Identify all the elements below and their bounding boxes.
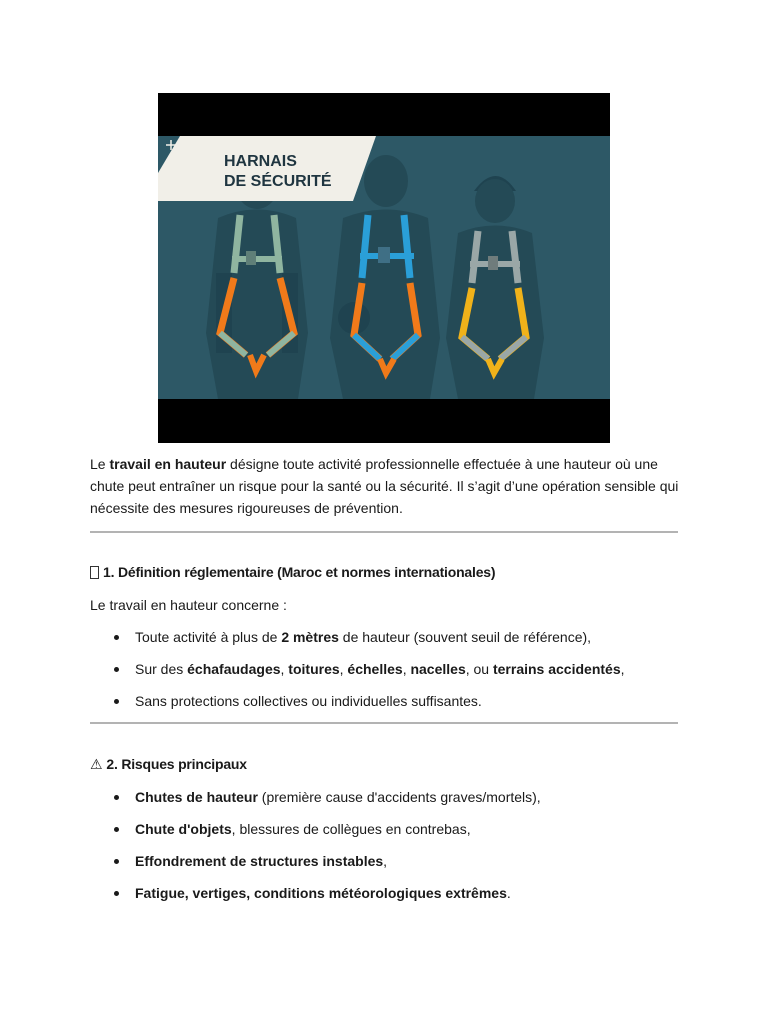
text: , blessures de collègues en contrebas, <box>231 821 471 837</box>
intro-text-start: Le <box>90 456 110 472</box>
text: , ou <box>465 661 493 677</box>
hero-image <box>158 93 610 443</box>
section2-heading <box>90 754 247 774</box>
text: (première cause d'accidents graves/mortels), <box>257 789 541 805</box>
list-item <box>90 883 690 915</box>
harness-illustration <box>158 93 610 443</box>
divider-1 <box>90 531 678 533</box>
text: Sur des <box>135 661 188 677</box>
section1-lead: Le travail en hauteur concerne : <box>90 597 287 613</box>
bold-text: Fatigue, vertiges, conditions météorologiques extrêmes <box>135 885 507 901</box>
list-item <box>90 787 690 819</box>
text: Sans protections collectives ou individuelles suffisantes. <box>135 693 482 709</box>
bold-text: Effondrement de structures instables <box>135 853 384 869</box>
list-item <box>90 627 690 659</box>
intro-keyword: travail en hauteur <box>109 456 227 472</box>
list-item <box>90 691 690 723</box>
hero-title-line2: DE SÉCURITÉ <box>224 173 332 190</box>
section1-heading <box>90 562 495 582</box>
title-banner <box>158 136 376 201</box>
intro-text-rest: désigne toute activité professionnelle effectuée à une hauteur où une chute peut entraîner un risque pour la santé ou la sécurité. Il s’agit d’une opération sensible qui nécessite des mesures rigoureuses de prévention. <box>90 456 679 516</box>
text: , <box>280 661 289 677</box>
bold-text: toitures <box>288 661 340 677</box>
bold-text: Chute d'objets <box>135 821 232 837</box>
bold-text: nacelles <box>410 661 466 677</box>
bold-text: Chutes de hauteur <box>135 789 258 805</box>
list-item <box>90 659 690 691</box>
text: , <box>339 661 348 677</box>
text: , <box>402 661 411 677</box>
missing-glyph-icon <box>90 566 99 579</box>
bold-text: échelles <box>347 661 403 677</box>
text: , <box>620 661 625 677</box>
section1-title: 1. Définition réglementaire (Maroc et normes internationales) <box>103 564 496 580</box>
intro-paragraph <box>90 453 690 519</box>
bold-text: échafaudages <box>187 661 281 677</box>
text: de hauteur (souvent seuil de référence), <box>338 629 592 645</box>
list-item <box>90 819 690 851</box>
text: . <box>506 885 511 901</box>
text: Toute activité à plus de <box>135 629 282 645</box>
section1-list <box>90 627 690 723</box>
bold-text: terrains accidentés <box>492 661 621 677</box>
bold-text: 2 mètres <box>281 629 339 645</box>
list-item <box>90 851 690 883</box>
warning-icon: ⚠ <box>90 756 103 772</box>
section2-list <box>90 787 690 915</box>
divider-2 <box>90 722 678 724</box>
section2-title: 2. Risques principaux <box>106 756 247 772</box>
text: , <box>383 853 388 869</box>
hero-title-line1: HARNAIS <box>224 153 297 170</box>
